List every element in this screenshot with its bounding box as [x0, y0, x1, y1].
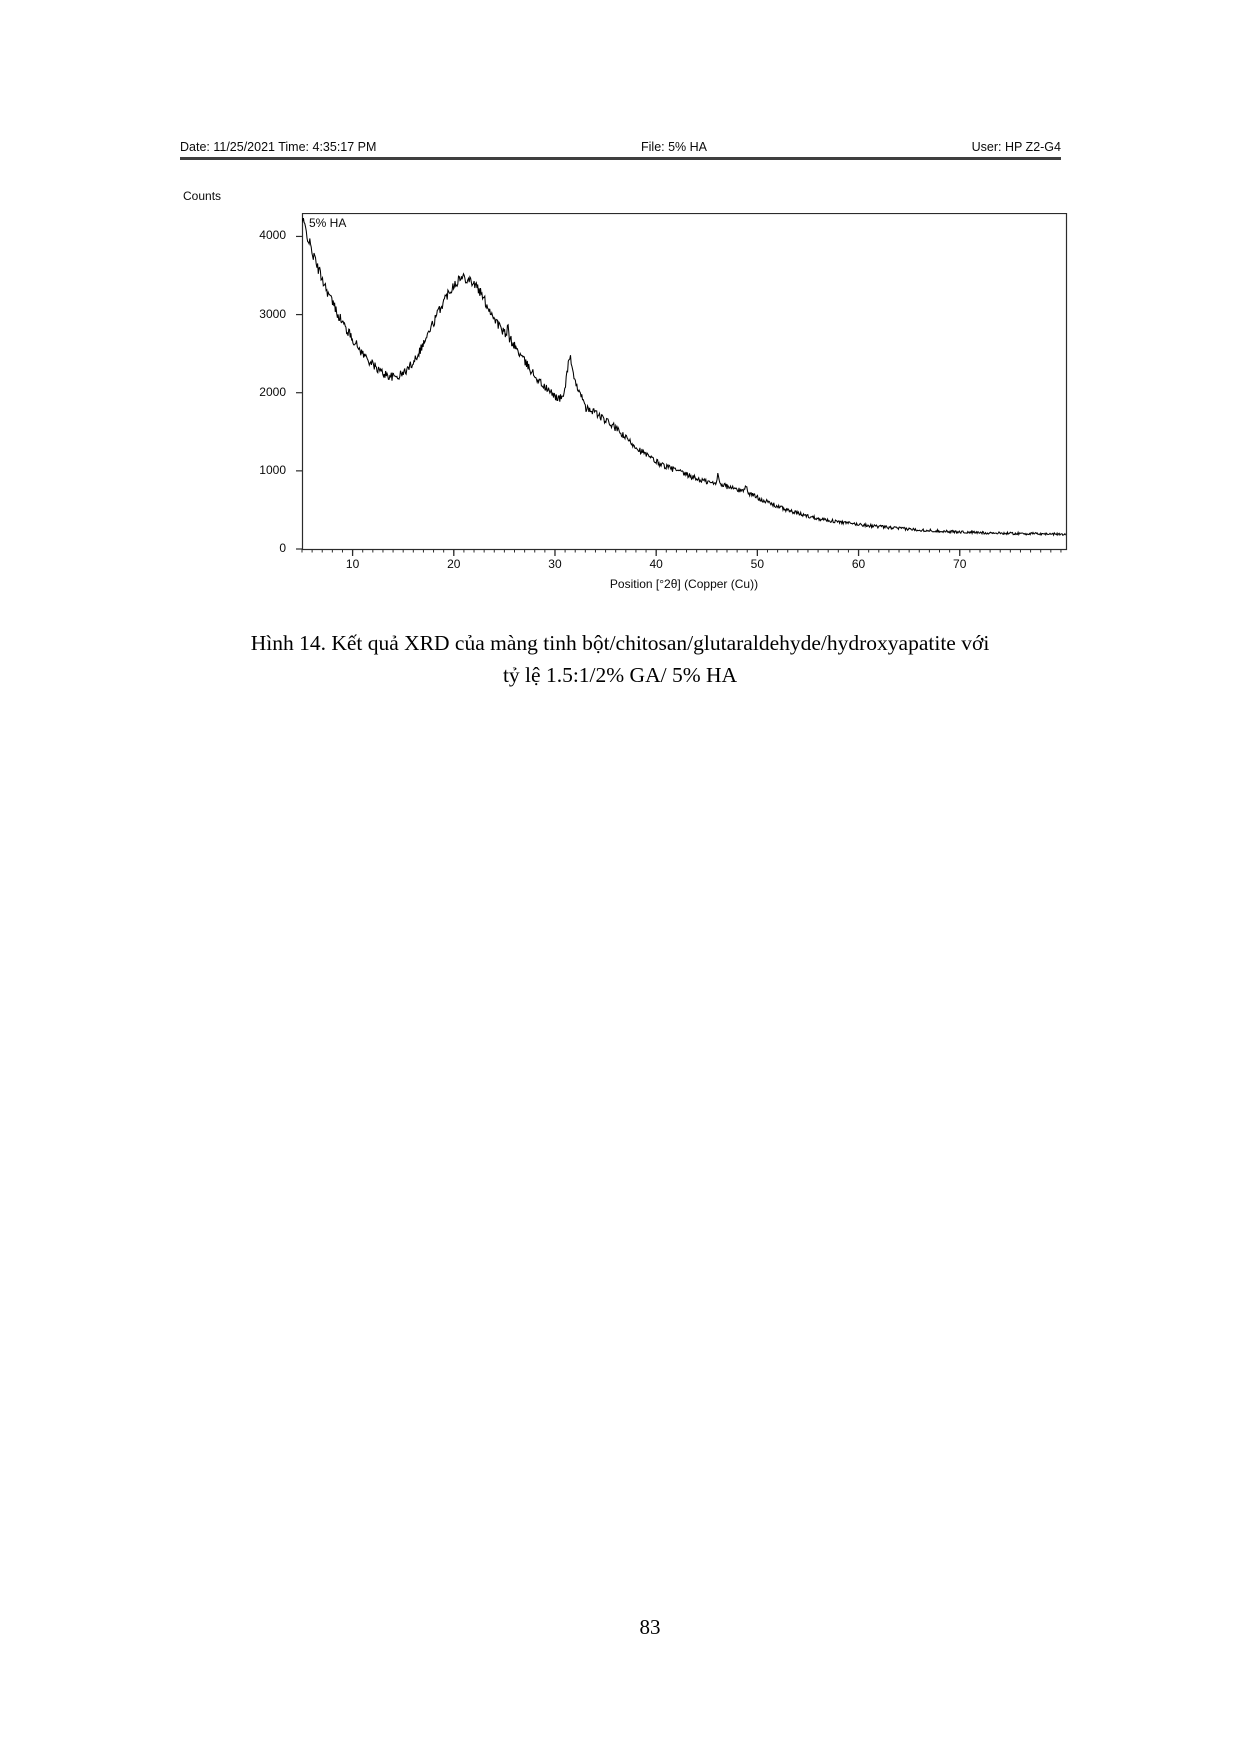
series-annotation: 5% HA: [309, 216, 347, 230]
figure-caption-line1: Hình 14. Kết quả XRD của màng tinh bột/chitosan/glutaraldehyde/hydroxyapatite với: [250, 631, 990, 655]
figure-caption: [70, 627, 1170, 691]
x-tick-label: 40: [649, 557, 663, 571]
header-file: File: 5% HA: [641, 140, 708, 154]
y-tick-label: 4000: [259, 228, 286, 243]
x-tick-label: 70: [953, 557, 967, 571]
x-tick-label: 10: [345, 557, 360, 571]
figure-caption-line2: tỷ lệ 1.5:1/2% GA/ 5% HA: [502, 663, 738, 687]
report-header: [180, 140, 1061, 160]
xrd-plot-svg: [292, 213, 1070, 559]
header-date-time: Date: 11/25/2021 Time: 4:35:17 PM: [180, 140, 377, 154]
x-tick-label: 20: [447, 557, 461, 571]
page-number: 83: [639, 1615, 661, 1639]
x-tick-label: 30: [548, 557, 562, 571]
y-tick-label: 3000: [259, 306, 286, 321]
y-tick-label: 0: [279, 541, 286, 555]
y-tick-label: 2000: [259, 384, 286, 399]
x-axis-title: Position [°2θ] (Copper (Cu)): [609, 577, 759, 591]
x-tick-label: 60: [851, 557, 866, 571]
y-tick-label: 1000: [259, 462, 286, 477]
header-user: User: HP Z2-G4: [971, 140, 1061, 154]
y-axis-title: Counts: [183, 189, 222, 203]
xrd-chart: [292, 213, 1070, 559]
x-tick-label: 50: [750, 557, 765, 571]
